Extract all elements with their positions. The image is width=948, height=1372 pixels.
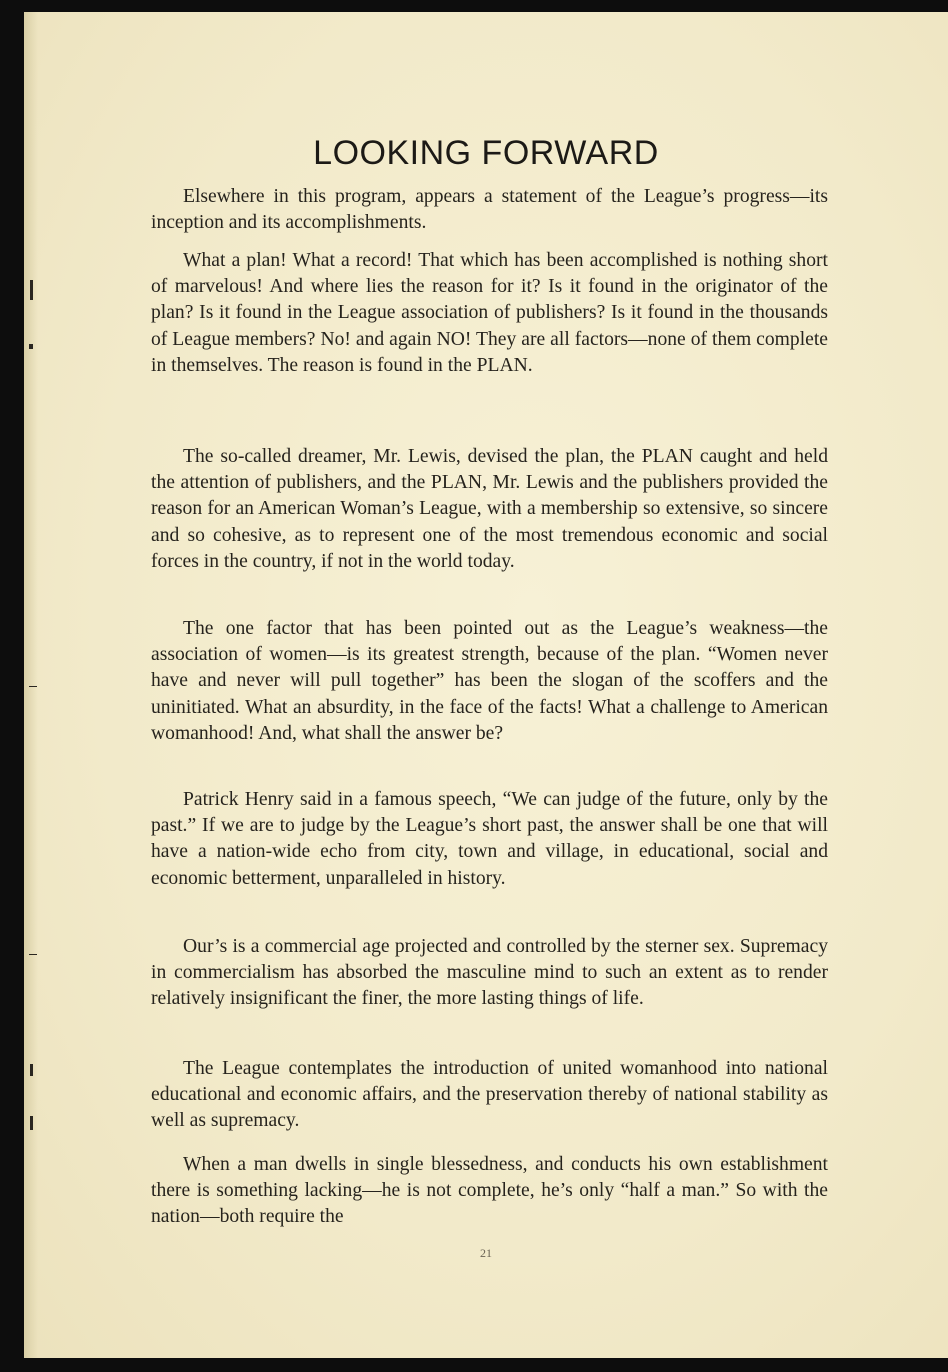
paragraph-5: Patrick Henry said in a famous speech, “We can judge of the future, only by the past.” If we are to judge by the League’s short past, the answer shall be one that will have a nation-wide echo from city, town and village, in educational, social and economic betterment, unparalleled in history.: [151, 789, 828, 889]
paragraph-2: What a plan! What a record! That which has been accomplished is nothing short of marvelous! And where lies the reason for it? Is it found in the originator of the plan? Is it found in the League association of publishers? Is it found in the thousands of League members? No! and again NO! They are all factors—none of them complete in themselves. The reason is found in the PLAN.: [151, 250, 828, 376]
margin-binding-mark: [30, 1116, 33, 1130]
margin-binding-mark: [29, 686, 37, 687]
page-number: 21: [480, 1246, 492, 1260]
paragraph-7: The League contemplates the introduction of united womanhood into national educational and economic affairs, and the preservation thereby of national stability as well as supremacy.: [151, 1058, 828, 1132]
margin-binding-mark: [30, 1064, 33, 1076]
paragraph-4: The one factor that has been pointed out as the League’s weakness—the association of women—is its greatest strength, because of the plan. “Women never have and never will pull together” has been the slogan of the scoffers and the uninitiated. What an absurdity, in the face of the facts! What a challenge to American womanhood! And, what shall the answer be?: [151, 618, 828, 744]
margin-binding-mark: [30, 280, 33, 300]
margin-binding-mark: [29, 954, 37, 955]
page-sheet: [24, 12, 948, 1358]
paragraph-3: The so-called dreamer, Mr. Lewis, devised the plan, the PLAN caught and held the attention of publishers, and the PLAN, Mr. Lewis and the publishers provided the reason for an American Woman’s League, with a membership so extensive, so sincere and so cohesive, as to represent one of the most tremendous economic and social forces in the country, if not in the world today.: [151, 446, 828, 572]
paragraph-6: Our’s is a commercial age projected and controlled by the sterner sex. Supremacy in commercialism has absorbed the masculine mind to such an extent as to render relatively insignificant the finer, the more lasting things of life.: [151, 936, 828, 1010]
page-title: LOOKING FORWARD: [313, 134, 659, 172]
paragraph-1: Elsewhere in this program, appears a statement of the League’s progress—its inception and its accomplishments.: [151, 186, 828, 234]
margin-binding-mark: [29, 344, 33, 349]
paragraph-8: When a man dwells in single blessedness, and conducts his own establishment there is something lacking—he is not complete, he’s only “half a man.” So with the nation—both require the: [151, 1154, 828, 1228]
